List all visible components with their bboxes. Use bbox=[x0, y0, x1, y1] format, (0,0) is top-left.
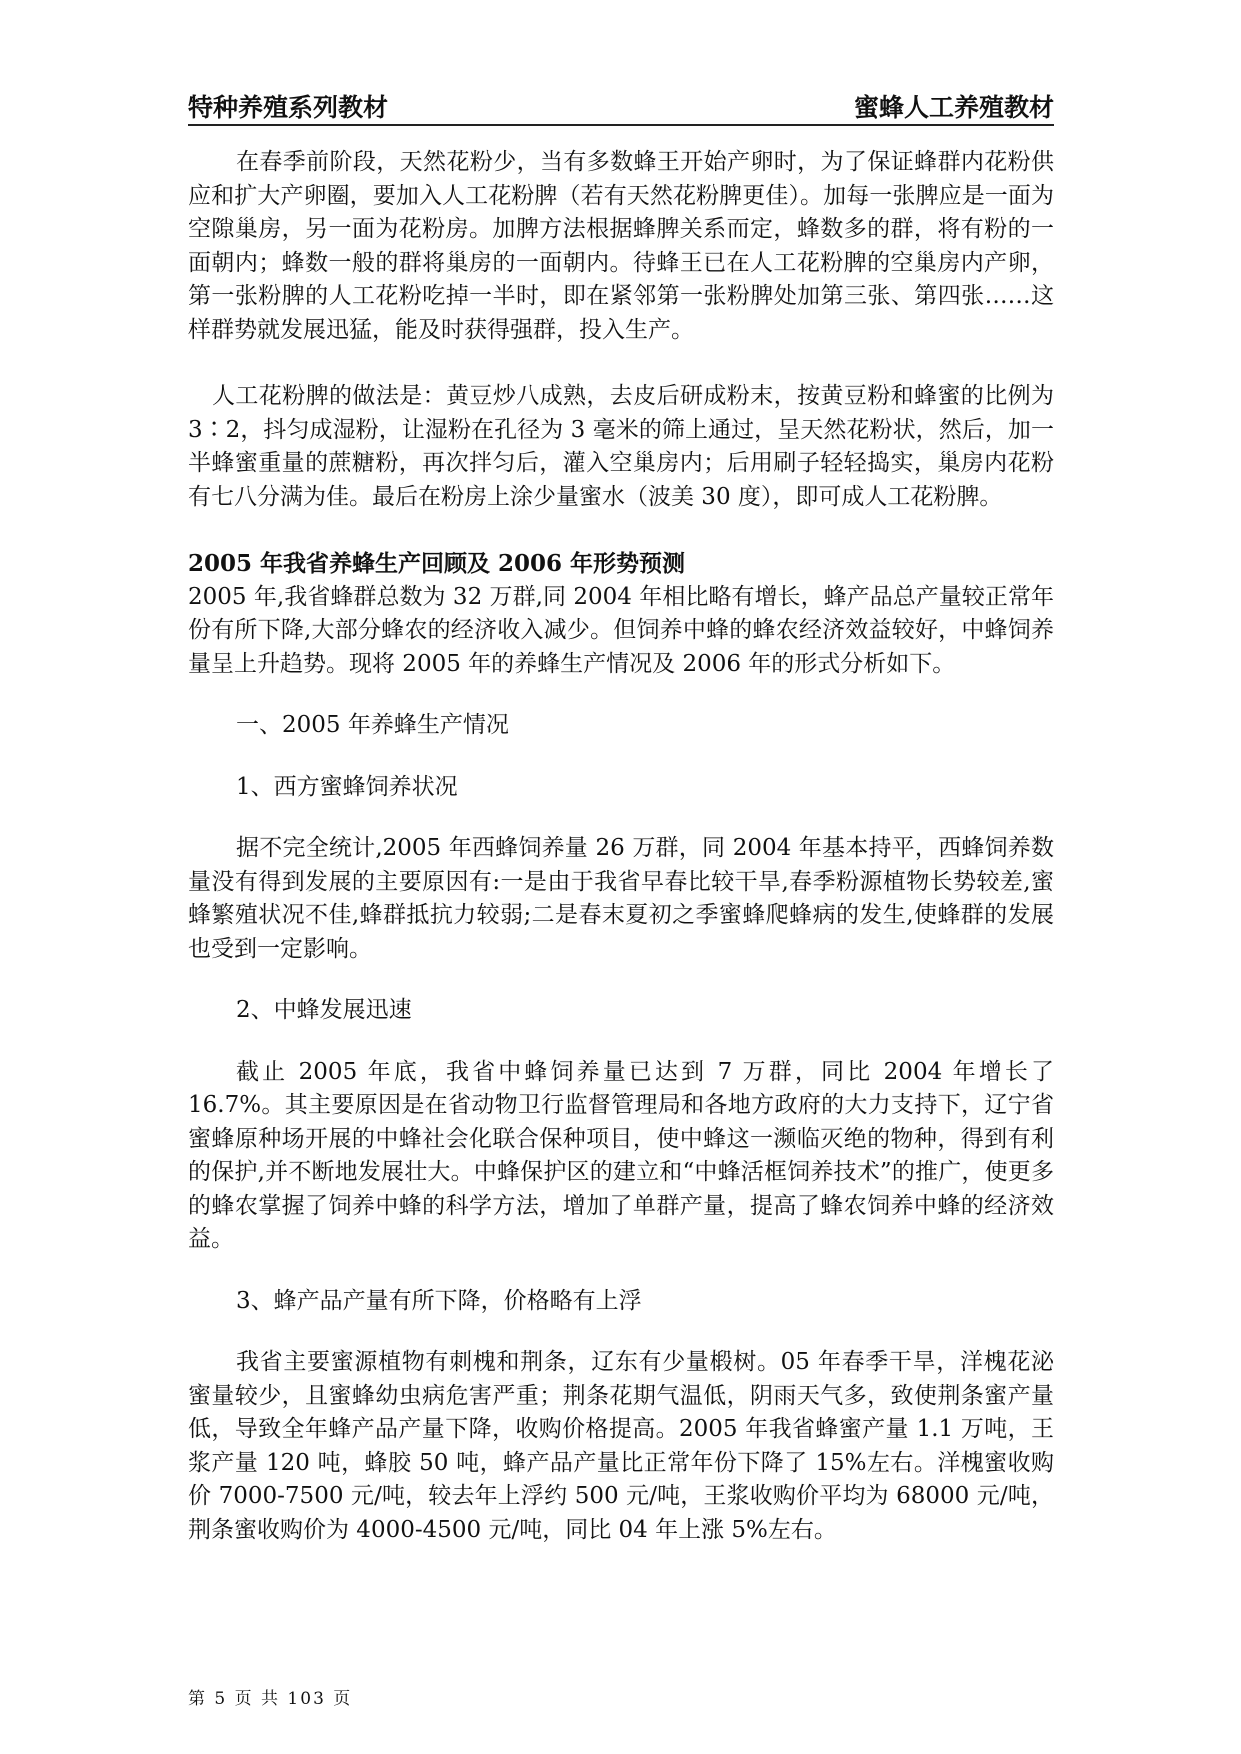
paragraph-western-bees: 据不完全统计,2005 年西蜂饲养量 26 万群，同 2004 年基本持平，西蜂饲养数量没有得到发展的主要原因有:一是由于我省早春比较干旱,春季粉源植物长势较差,蜜蜂繁殖状况不佳,蜂群抵抗力较弱;二是春末夏初之季蜜蜂爬蜂病的发生,使蜂群的发展也受到一定影响。 bbox=[188, 835, 1054, 962]
page-header bbox=[188, 88, 1054, 126]
subheading-production: 一、2005 年养蜂生产情况 bbox=[236, 712, 509, 738]
book-title: 蜜蜂人工养殖教材 bbox=[853, 93, 1054, 122]
series-title: 特种养殖系列教材 bbox=[188, 93, 389, 122]
subheading-products: 3、蜂产品产量有所下降，价格略有上浮 bbox=[236, 1287, 642, 1314]
page-content bbox=[188, 146, 1054, 1547]
paragraph-artificial-pollen: 人工花粉脾的做法是：黄豆炒八成熟，去皮后研成粉末，按黄豆粉和蜂蜜的比例为 3∶2，抖匀成湿粉，让湿粉在孔径为 3 毫米的筛上通过，呈天然花粉状，然后，加一半蜂蜜重量的蔗糖粉，再次拌匀后，灌入空巢房内；后用刷子轻轻捣实，巢房内花粉有七八分满为佳。最后在粉房上涂少量蜜水（波美 30 度），即可成人工花粉脾。 bbox=[188, 383, 1054, 510]
subheading-western-bees: 1、西方蜜蜂饲养状况 bbox=[236, 773, 458, 800]
paragraph-chinese-bees: 截止 2005 年底，我省中蜂饲养量已达到 7 万群，同比 2004 年增长了 16.7%。其主要原因是在省动物卫行监督管理局和各地方政府的大力支持下，辽宁省蜜蜂原种场开展的中蜂社会化联合保种项目，使中蜂这一濒临灭绝的物种，得到有利的保护,并不断地发展壮大。中蜂保护区的建立和“中蜂活框饲养技术”的推广，使更多的蜂农掌握了饲养中蜂的科学方法，增加了单群产量，提高了蜂农饲养中蜂的经济效益。 bbox=[188, 1058, 1054, 1252]
subheading-chinese-bees: 2、中蜂发展迅速 bbox=[236, 997, 412, 1023]
paragraph-products: 我省主要蜜源植物有刺槐和荆条，辽东有少量椴树。05 年春季干旱，洋槐花泌蜜量较少，且蜜蜂幼虫病危害严重；荆条花期气温低，阴雨天气多，致使荆条蜜产量低，导致全年蜂产品产量下降，收购价格提高。2005 年我省蜂蜜产量 1.1 万吨，王浆产量 120 吨，蜂胶 50 吨，蜂产品产量比正常年份下降了 15%左右。洋槐蜜收购价 7000-7500 元/吨，较去年上浮约 500 元/吨，王浆收购价平均为 68000 元/吨，荆条蜜收购价为 4000-4500 元/吨，同比 04 年上涨 5%左右。 bbox=[188, 1349, 1054, 1543]
paragraph-overview: 2005 年,我省蜂群总数为 32 万群,同 2004 年相比略有增长，蜂产品总产量较正常年份有所下降,大部分蜂农的经济收入减少。但饲养中蜂的蜂农经济效益较好，中蜂饲养量呈上升趋势。现将 2005 年的养蜂生产情况及 2006 年的形式分析如下。 bbox=[188, 583, 1054, 677]
page-number: 第 5 页 共 103 页 bbox=[188, 1689, 353, 1709]
section-title: 2005 年我省养蜂生产回顾及 2006 年形势预测 bbox=[188, 550, 686, 577]
paragraph-spring-pollen: 在春季前阶段，天然花粉少，当有多数蜂王开始产卵时，为了保证蜂群内花粉供应和扩大产卵圈，要加入人工花粉脾（若有天然花粉脾更佳）。加每一张脾应是一面为空隙巢房，另一面为花粉房。加脾方法根据蜂脾关系而定，蜂数多的群，将有粉的一面朝内；蜂数一般的群将巢房的一面朝内。待蜂王已在人工花粉脾的空巢房内产卵，第一张粉脾的人工花粉吃掉一半时，即在紧邻第一张粉脾处加第三张、第四张……这样群势就发展迅猛，能及时获得强群，投入生产。 bbox=[188, 149, 1054, 343]
